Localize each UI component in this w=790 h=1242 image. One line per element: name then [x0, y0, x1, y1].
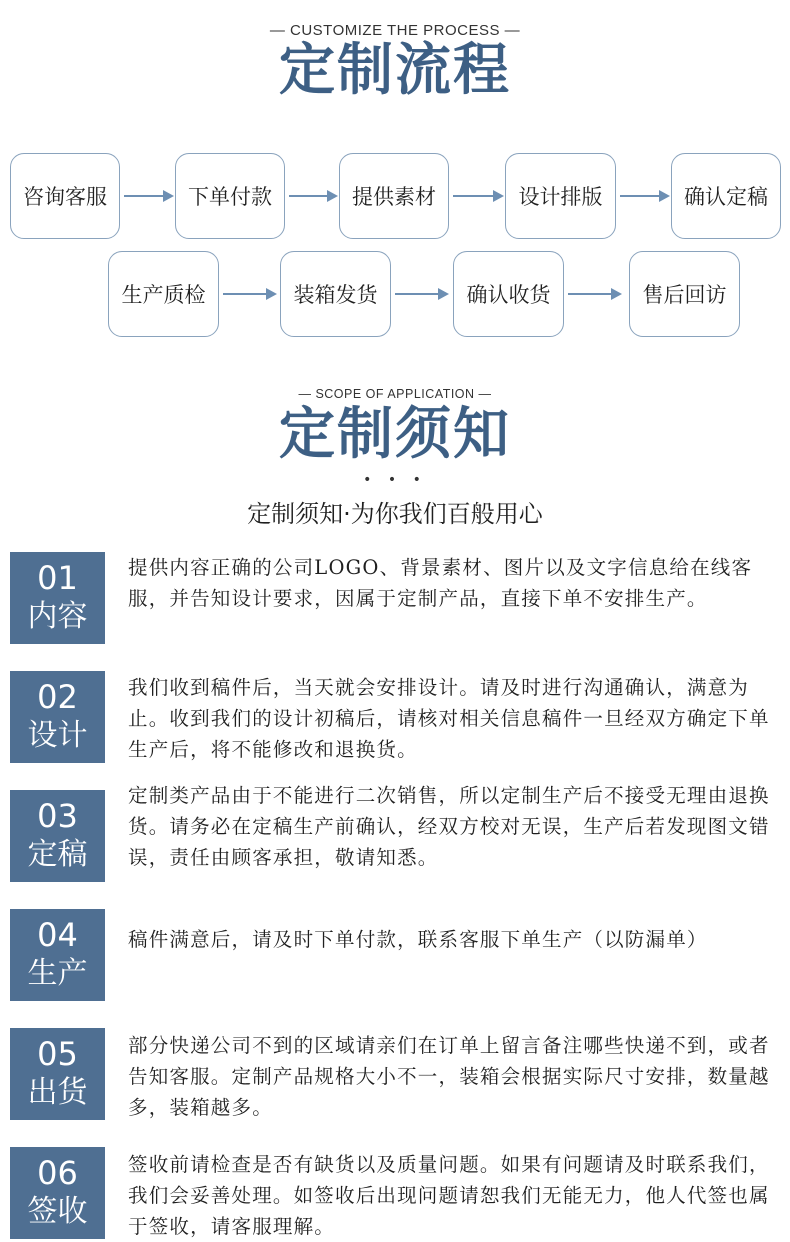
flow-arrow-icon: [223, 293, 273, 295]
notice-number: 06: [37, 1154, 78, 1192]
flow-step-materials: 提供素材: [339, 153, 449, 239]
flow-step-design-layout: 设计排版: [505, 153, 616, 239]
notice-text: 我们收到稿件后，当天就会安排设计。请及时进行沟通确认，满意为止。收到我们的设计初稿后，请核对相关信息稿件一旦经双方确定下单生产后，将不能修改和退换货。: [128, 676, 770, 761]
notice-number: 01: [37, 559, 78, 597]
flow-arrow-icon: [289, 195, 334, 197]
notice-number-badge: [10, 671, 105, 763]
notice-number: 05: [37, 1035, 78, 1073]
notice-label: 生产: [27, 956, 88, 991]
notice-number-badge: [10, 790, 105, 882]
process-header: [0, 22, 790, 103]
flow-arrow-icon: [395, 293, 445, 295]
notice-label: 定稿: [27, 837, 88, 872]
flow-arrow-icon: [124, 195, 170, 197]
flow-step-confirm-receipt: 确认收货: [453, 251, 564, 337]
notice-label: 内容: [27, 599, 88, 634]
decorative-dots: • • •: [363, 472, 427, 488]
notice-tagline: 定制须知·为你我们百般用心: [247, 500, 543, 528]
notice-number-badge: [10, 909, 105, 1001]
notice-number: 04: [37, 916, 78, 954]
flow-step-production-qc: 生产质检: [108, 251, 219, 337]
notice-text: 提供内容正确的公司LOGO、背景素材、图片以及文字信息给在线客服，并告知设计要求，因属于定制产品，直接下单不安排生产。: [128, 556, 753, 610]
notice-label: 设计: [27, 718, 88, 753]
notice-text: 稿件满意后，请及时下单付款，联系客服下单生产（以防漏单）: [128, 928, 708, 951]
notice-label: 签收: [27, 1194, 88, 1229]
flow-step-after-sales: 售后回访: [629, 251, 740, 337]
notice-text: 签收前请检查是否有缺货以及质量问题。如果有问题请及时联系我们，我们会妥善处理。如签收后出现问题请恕我们无能无力，他人代签也属于签收，请客服理解。: [128, 1153, 770, 1238]
notice-text: 定制类产品由于不能进行二次销售，所以定制生产后不接受无理由退换货。请务必在定稿生产前确认，经双方校对无误，生产后若发现图文错误，责任由顾客承担，敬请知悉。: [128, 784, 770, 869]
notice-number-badge: [10, 1147, 105, 1239]
notice-title: 定制须知: [279, 402, 511, 467]
notice-text: 部分快递公司不到的区域请亲们在订单上留言备注哪些快递不到，或者告知客服。定制产品规格大小不一，装箱会根据实际尺寸安排，数量越多，装箱越多。: [128, 1034, 770, 1119]
process-title: 定制流程: [279, 38, 511, 103]
notice-number: 03: [37, 797, 78, 835]
flow-arrow-icon: [568, 293, 618, 295]
flow-arrow-icon: [620, 195, 666, 197]
notice-number-badge: [10, 1028, 105, 1120]
flow-arrow-icon: [453, 195, 500, 197]
process-eyebrow: — CUSTOMIZE THE PROCESS —: [269, 22, 521, 39]
notice-header: [0, 387, 790, 467]
notice-number-badge: [10, 552, 105, 644]
flow-step-order-pay: 下单付款: [175, 153, 285, 239]
notice-eyebrow: — SCOPE OF APPLICATION —: [298, 387, 492, 401]
flow-step-ship: 装箱发货: [280, 251, 391, 337]
flow-step-confirm-draft: 确认定稿: [671, 153, 781, 239]
notice-label: 出货: [27, 1075, 88, 1110]
notice-number: 02: [37, 678, 78, 716]
flow-step-consult: 咨询客服: [10, 153, 120, 239]
